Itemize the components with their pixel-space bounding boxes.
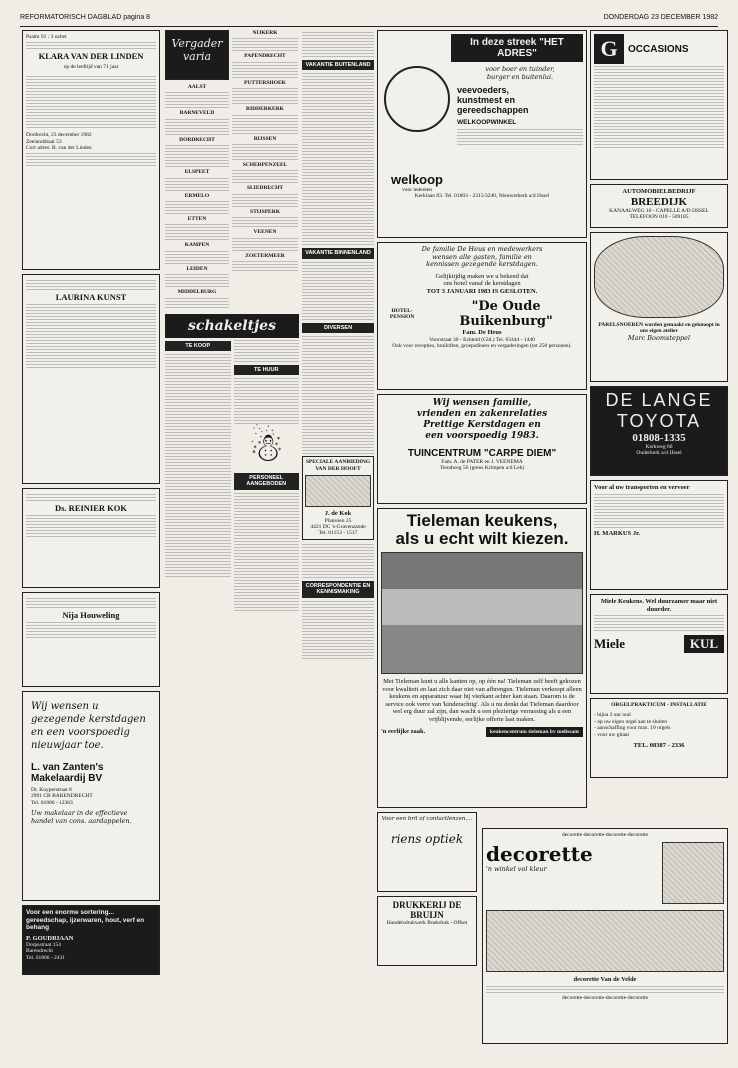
welkoop-ad <box>377 30 587 238</box>
parel-text: PARELSNOEREN worden gemaakt en geknoopt in ons eigen atelier <box>598 322 720 335</box>
section-personeel: PERSONEEL AANGEBODEN <box>234 473 300 490</box>
town-rijssen: RIJSSEN <box>253 135 277 142</box>
deceased-age: op de leeftijd van 71 jaar <box>63 63 119 70</box>
parel-name: Marc Boomsteppel <box>627 333 691 342</box>
town-kampen: KAMPEN <box>184 242 210 249</box>
carpe-address: Tiendweg 56 (grens Krimpen a/d Lek) <box>439 465 525 472</box>
family-notices-column <box>22 30 160 1060</box>
page-header <box>20 14 718 27</box>
carpe-line3: Prettige Kerstdagen en <box>423 420 541 430</box>
oude-hotel-label: HOTEL-PENSION <box>389 307 415 320</box>
town-sliedrecht: SLIEDRECHT <box>246 185 284 192</box>
lange-title-1: DE LANGE <box>605 390 713 410</box>
oude-line4: Gelijktijdig maken we u bekend dat <box>435 272 529 280</box>
town-leiden: LEIDEN <box>186 265 208 272</box>
decorette-logo: decorette <box>486 842 593 867</box>
houweling-name: Nija Houweling <box>62 610 120 620</box>
breedijk-ad <box>590 184 728 228</box>
welkoop-address: Kerklaan 83. Tel. 01803 - 2315/3240, Nieuwerkerk a/d IJssel <box>414 193 550 200</box>
carpe-line4: een voorspoedig 1983. <box>425 431 539 441</box>
death-notice-1 <box>22 30 160 270</box>
town-ermelo: ERMELO <box>184 192 210 199</box>
welkoop-line1: voor boer en tuinder, burger en buitenlui. <box>485 65 555 81</box>
orgel-list: - bijna 3 uur oud - op uw eigen orgel aan te sluiten - aanschaffing voor max. 10 orgels - voor uw gitaar <box>594 712 671 738</box>
notice-address: Dordrecht, 23 december 1982 Zeelanddraai 53 Corr adres: B. van der Linden <box>26 132 92 152</box>
carpe-name: TUINCENTRUM "CARPE DIEM" <box>407 448 557 459</box>
vakantie-column <box>302 30 374 1060</box>
welkoop-emblem-icon <box>384 66 450 132</box>
deceased-name: KLARA VAN DER LINDEN <box>38 51 144 62</box>
oude-name: "De Oude Buikenburg" <box>459 299 553 329</box>
vergadervaria-logo <box>165 30 229 80</box>
vergadervaria-column <box>165 30 299 1060</box>
section-te-koop: TE KOOP <box>165 341 231 351</box>
vd-hooft-image <box>305 475 371 507</box>
markus-transport-ad <box>590 480 728 590</box>
vd-hooft-heading: SPECIALE AANBIEDING VAN DER HOOFT <box>305 459 371 472</box>
town-barneveld: BARNEVELD <box>179 110 215 117</box>
oude-buikenburg-ad <box>377 242 587 390</box>
town-scherpenzeel: SCHERPENZEEL <box>242 162 288 169</box>
town-dordrecht: DORDRECHT <box>179 136 215 143</box>
tieleman-logo <box>486 727 583 737</box>
tieleman-title-1: Tieleman keukens, <box>406 511 558 530</box>
welkoop-products: veevoeders, kunstmest en gereedschappen <box>457 85 529 115</box>
oude-line3: kennissen gezegende kerstdagen. <box>426 260 538 268</box>
classifieds-te-koop <box>165 354 231 577</box>
welkoop-winkel: WELKOOPWINKEL <box>457 119 517 126</box>
miele-title: Miele Keukens. Wel duurzamer maar niet duurder. <box>600 598 718 613</box>
breedijk-address: KANAALWEG 10 - CAPELLE A/D IJSSEL TELEFOON 010 - 509185 <box>609 207 709 220</box>
section-te-huur: TE HUUR <box>234 365 300 375</box>
town-veenen: VEENEN <box>253 229 277 236</box>
logo-varia: varia <box>182 50 212 63</box>
logo-vergader: Vergader <box>171 37 223 50</box>
markus-name: H. MARKUS Jr. <box>594 529 640 537</box>
town-aalst: AALST <box>187 84 207 90</box>
orgel-ad <box>590 698 728 778</box>
transport-title: Voor al uw transporten en vervoer <box>594 484 690 491</box>
lange-title-2: TOYOTA <box>616 411 702 431</box>
header-left: REFORMATORISCH DAGBLAD pagina 8 <box>20 14 151 21</box>
tieleman-body: Met Tieleman kunt u alle kanten op, op één na! Tieleman zelf heeft gekozen voor kwaliteit en laat zich daar niet van afbrengen. Tieleman verkoopt alleen keukens en apparatuur waar hij vierkant achter kan staan. Daarom is de service ook verre van 'kinderachtig'. Als u nu denkt dat Tieleman daardoor wel erg duur zal zijn, dan wacht u een plezierige verrassing als u een vrijblijvende, eerlijke offerte laat maken. <box>382 678 582 723</box>
kul-logo: KUL <box>684 635 724 653</box>
vz-name: L. van Zanten's Makelaardij BV <box>31 762 104 784</box>
death-notice-2 <box>22 274 160 484</box>
vz-address: Dr. Kuyperstraat 8 2991 CB BARENDRECHT Tel. 01806 - 12363 <box>31 787 93 806</box>
town-nijkerk: NIJKERK <box>252 30 278 36</box>
goudriaan-lead: Voor een enorme sortering... gereedschap, ijzerwaren, hout, verf en behang <box>26 909 145 931</box>
welkoop-title: In deze streek "HET ADRES" <box>451 34 583 62</box>
carpe-diem-ad <box>377 394 587 504</box>
oude-line2: wensen alle gasten, familie en <box>432 252 532 261</box>
tieleman-eerlijk: 'n eerlijke zaak. <box>381 728 426 736</box>
druk-sub: Handelsdrukwerk Boekdruk - Offset <box>386 920 468 926</box>
g-logo-icon: G <box>594 34 624 64</box>
decorette-name: decorette Van de Velde <box>573 976 637 984</box>
tieleman-ad <box>377 508 587 808</box>
oude-line5: ons hotel vanaf de kerstdagen <box>443 280 521 287</box>
town-puttershoek: PUTTERSHOEK <box>244 79 286 86</box>
meeting-list-b <box>232 30 298 310</box>
decorette-ad <box>482 828 728 1044</box>
autobedrijf: AUTOMOBIELBEDRIJF <box>622 188 696 195</box>
jkok-name: J. de Kok <box>324 510 352 518</box>
lange-tel: 01808-1335 <box>632 432 686 444</box>
kitchen-photo <box>381 552 583 674</box>
optiek-lead: Voor een bril of contactlenzen.... <box>381 816 473 822</box>
town-ridderkerk: RIDDERKERK <box>246 106 284 113</box>
snowman-icon: ☃ <box>248 425 285 471</box>
section-vakantie-buitenland: VAKANTIE BUITENLAND <box>302 60 374 70</box>
carpe-line1: Wij wensen familie, <box>432 398 532 408</box>
van-zanten-ad <box>22 691 160 901</box>
section-diversen: DIVERSEN <box>302 323 374 333</box>
death-notice-4 <box>22 592 160 687</box>
tieleman-title-2: als u echt wilt kiezen. <box>395 529 569 548</box>
van-der-hooft-ad <box>302 456 374 540</box>
pearl-necklace-image <box>594 236 724 318</box>
paint-cans-image <box>662 842 724 904</box>
decorette-tagline: 'n winkel vol kleur <box>486 865 547 874</box>
oude-fam: Fam. De Heus <box>462 329 502 336</box>
g-occasions-ad <box>590 30 728 180</box>
welkoop-logo <box>381 66 453 193</box>
occasions-title: OCCASIONS <box>628 43 689 55</box>
miele-ad <box>590 594 728 694</box>
laurina-name: LAURINA KUNST <box>55 292 127 302</box>
tieleman-logo-text: keukencentrum tieleman bv <box>489 729 556 735</box>
wallpaper-rolls-image <box>486 910 724 972</box>
orgel-title: ORGELPRAKTICUM - INSTALLATIE <box>611 702 707 708</box>
schakeltjes-banner: schakeltjes <box>165 314 299 338</box>
parel-ad <box>590 232 728 382</box>
goudriaan-ad <box>22 905 160 975</box>
oude-address: Voorstraat 30 - Echteld (Gld.) Tel. 03444 - 1440 <box>429 336 535 343</box>
town-etten: ETTEN <box>187 216 207 223</box>
death-notice-3 <box>22 488 160 588</box>
town-stijsperk: STIJSPERK <box>250 208 280 215</box>
section-vakantie-binnenland: VAKANTIE BINNENLAND <box>302 248 374 258</box>
orgel-tel: TEL. 08387 - 2336 <box>633 742 685 750</box>
breedijk-name: BREEDIJK <box>630 195 688 208</box>
section-correspondentie: CORRESPONDENTIE EN KENNISMAKING <box>302 581 374 598</box>
town-papendrecht: PAPENDRECHT <box>244 53 286 60</box>
town-elspeet: ELSPEET <box>184 169 210 176</box>
carpe-line2: vrienden en zakenrelaties <box>416 409 548 419</box>
vz-tagline: Uw makelaar in de effectieve handel van cons. aardappelen. <box>31 809 132 825</box>
psalm-ref: Psalm 91 : 3 ozbet <box>26 34 67 40</box>
oude-line6: TOT 3 JANUARI 1983 IS GESLOTEN. <box>426 287 538 295</box>
goudriaan-address: Dorpsstraat 154 Barendrecht Tel. 01806 - 2431 <box>26 942 66 961</box>
decorette-border-bottom: decorette-decorette-decorette-decorette <box>561 994 649 1001</box>
header-right: DONDERDAG 23 DECEMBER 1982 <box>603 14 718 21</box>
welkoop-logo-sub: voor iedereen <box>401 187 433 193</box>
de-lange-toyota-ad <box>590 386 728 476</box>
lange-address: Kerkweg 66 Ouderkerk a/d IJssel <box>636 444 682 457</box>
miele-logo: Miele <box>594 636 626 651</box>
town-middelburg: MIDDELBURG <box>177 289 217 296</box>
druk-title: DRUKKERIJ DE BRUIJN <box>392 900 462 920</box>
vz-greeting: Wij wensen u gezegende kerstdagen en een voorspoedig nieuwjaar toe. <box>31 701 146 751</box>
tieleman-logo-town: melissant <box>557 729 579 735</box>
carpe-fam: Fam. A. de PATER en J. VEENEMA <box>441 459 523 465</box>
town-zoetermeer: ZOETERMEER <box>245 252 285 259</box>
goudriaan-name: P. GOUDRIAAN <box>26 934 74 942</box>
decorette-border-top: decorette-decorette-decorette-decorette <box>561 832 649 838</box>
riens-optiek-ad <box>377 812 477 892</box>
drukkerij-ad <box>377 896 477 966</box>
optiek-name: riens optiek <box>390 832 464 847</box>
welkoop-logo-text: welkoop <box>390 172 443 187</box>
oude-note: Ook voor recepties, bruiloften, groepsdiners en vergaderingen (tot 250 personen). <box>392 342 572 349</box>
meeting-list-a <box>165 84 229 308</box>
reinier-name: Ds. REINIER KOK <box>54 503 128 513</box>
oude-line1: De familie De Heus en medewerkers <box>421 245 543 253</box>
jkok-address: Plansoen 25 4421 DC 's-Gravenzande Tel. 01153 - 1517 <box>310 517 366 537</box>
